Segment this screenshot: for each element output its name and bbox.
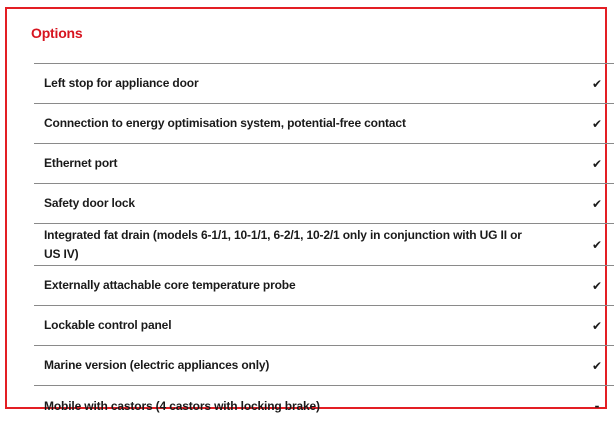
option-label: Integrated fat drain (models 6-1/1, 10-1/1, 6-2/1, 10-2/1 only in conjunction with UG II or US IV) <box>44 227 522 261</box>
check-icon: ✔ <box>591 76 603 91</box>
option-row <box>34 184 614 224</box>
option-label: Marine version (electric appliances only) <box>44 358 270 372</box>
option-row <box>34 144 614 184</box>
check-icon: ✔ <box>591 318 603 333</box>
dash-icon: - <box>594 399 600 413</box>
options-panel <box>5 7 607 413</box>
check-icon: ✔ <box>591 156 603 171</box>
option-label: Ethernet port <box>44 156 118 170</box>
option-row <box>34 386 614 426</box>
check-icon: ✔ <box>591 237 603 252</box>
option-label: Safety door lock <box>44 196 135 210</box>
option-row <box>34 64 614 104</box>
section-title: Options <box>31 25 83 41</box>
option-label: Externally attachable core temperature probe <box>44 278 296 292</box>
option-row <box>34 266 614 306</box>
option-row <box>34 306 614 346</box>
option-row <box>34 104 614 144</box>
option-label: Mobile with castors (4 castors with locking brake) <box>44 398 320 413</box>
check-icon: ✔ <box>591 116 603 131</box>
option-row <box>34 224 614 266</box>
option-label: Left stop for appliance door <box>44 76 199 90</box>
option-row <box>34 346 614 386</box>
check-icon: ✔ <box>591 196 603 211</box>
check-icon: ✔ <box>591 278 603 293</box>
options-table <box>34 63 614 426</box>
option-label: Connection to energy optimisation system, potential-free contact <box>44 116 406 130</box>
option-label: Lockable control panel <box>44 318 172 332</box>
check-icon: ✔ <box>591 358 603 373</box>
